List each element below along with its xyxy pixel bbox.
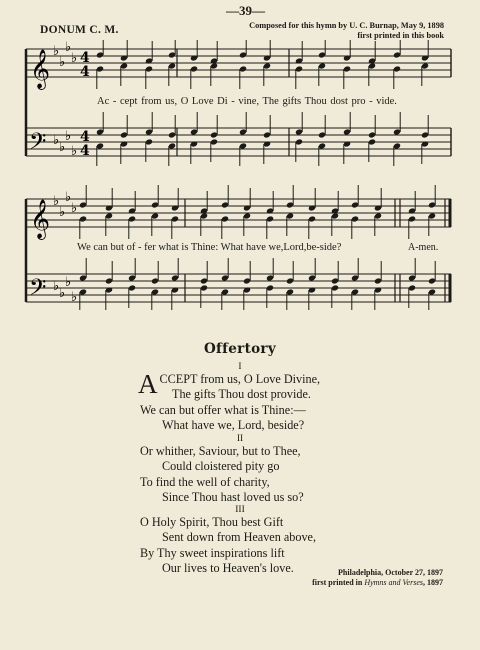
- verse-line: Sent down from Heaven above,: [162, 530, 316, 545]
- footer-printed: first printed in Hymns and Verses, 1897: [312, 577, 443, 587]
- svg-text:♭: ♭: [59, 286, 66, 301]
- svg-text:4: 4: [80, 64, 90, 80]
- svg-text:♭: ♭: [53, 279, 60, 294]
- svg-text:4: 4: [80, 143, 90, 159]
- svg-text:♭: ♭: [71, 144, 78, 159]
- footer-note: [312, 568, 443, 587]
- verse-1: [138, 369, 321, 434]
- verse-2-numeral: II: [236, 434, 244, 444]
- footer-place-date: Philadelphia, October 27, 1897: [338, 568, 443, 577]
- svg-text:4: 4: [80, 50, 90, 66]
- composer-line-2: first printed in this book: [357, 31, 444, 40]
- verse-1-numeral: I: [238, 362, 242, 372]
- svg-text:♭: ♭: [59, 55, 66, 70]
- svg-text:♭: ♭: [65, 40, 72, 55]
- composer-note: [249, 21, 444, 41]
- verse-3: [140, 515, 316, 577]
- verse-line: Our lives to Heaven's love.: [162, 561, 294, 576]
- page-number: —39—: [226, 3, 265, 18]
- treble-staff-1: [26, 49, 451, 77]
- svg-text:♭: ♭: [53, 133, 60, 148]
- svg-text:♭: ♭: [59, 140, 66, 155]
- svg-text:4: 4: [80, 129, 90, 145]
- verse-line: To find the well of charity,: [140, 474, 270, 489]
- verse-line: Could cloistered pity go: [162, 459, 280, 474]
- key-signature-1: [53, 40, 77, 159]
- svg-text:♭: ♭: [59, 205, 66, 220]
- treble-clef-icon: 𝄞: [30, 49, 51, 89]
- svg-text:♭: ♭: [53, 44, 60, 59]
- verse-line: We can but offer what is Thine:—: [140, 402, 306, 417]
- svg-text:♭: ♭: [71, 290, 78, 305]
- verse-line: The gifts Thou dost provide.: [172, 387, 311, 402]
- amen-label: A-men.: [408, 242, 439, 253]
- bass-clef-icon: 𝄢: [29, 129, 47, 160]
- verse-line: Or whither, Saviour, but to Thee,: [140, 444, 301, 458]
- verse-2: [140, 444, 304, 506]
- composer-line-1: Composed for this hymn by U. C. Burnap, May 9, 1898: [249, 21, 444, 30]
- treble-clef-icon: 𝄞: [30, 199, 51, 239]
- tune-name: DONUM C. M.: [40, 24, 119, 36]
- verse-line: CCEPT from us, O Love Divine,: [159, 372, 321, 386]
- verse-line: Since Thou hast loved us so?: [162, 490, 304, 505]
- bass-staff-1: [26, 128, 451, 156]
- svg-text:♭: ♭: [65, 275, 72, 290]
- lyrics-line-2: We can but of - fer what is Thine: What have we,Lord,be-side?: [77, 242, 342, 253]
- treble-staff-2: [26, 199, 451, 227]
- verse-line: What have we, Lord, beside?: [162, 418, 305, 433]
- verse-line: O Holy Spirit, Thou best Gift: [140, 515, 284, 529]
- svg-text:♭: ♭: [65, 190, 72, 205]
- drop-cap: A: [138, 369, 158, 399]
- lyrics-line-1: Ac - cept from us, O Love Di - vine, The gifts Thou dost pro - vide.: [97, 96, 397, 107]
- hymn-title: Offertory: [204, 341, 276, 357]
- svg-text:♭: ♭: [65, 129, 72, 144]
- time-signature-1: [80, 50, 90, 159]
- svg-text:♭: ♭: [71, 51, 78, 66]
- verse-line: By Thy sweet inspirations lift: [140, 545, 285, 560]
- svg-text:♭: ♭: [53, 194, 60, 209]
- svg-text:♭: ♭: [71, 201, 78, 216]
- bass-staff-2: [26, 274, 451, 302]
- bass-clef-icon: 𝄢: [29, 275, 47, 306]
- verse-3-numeral: III: [235, 505, 245, 515]
